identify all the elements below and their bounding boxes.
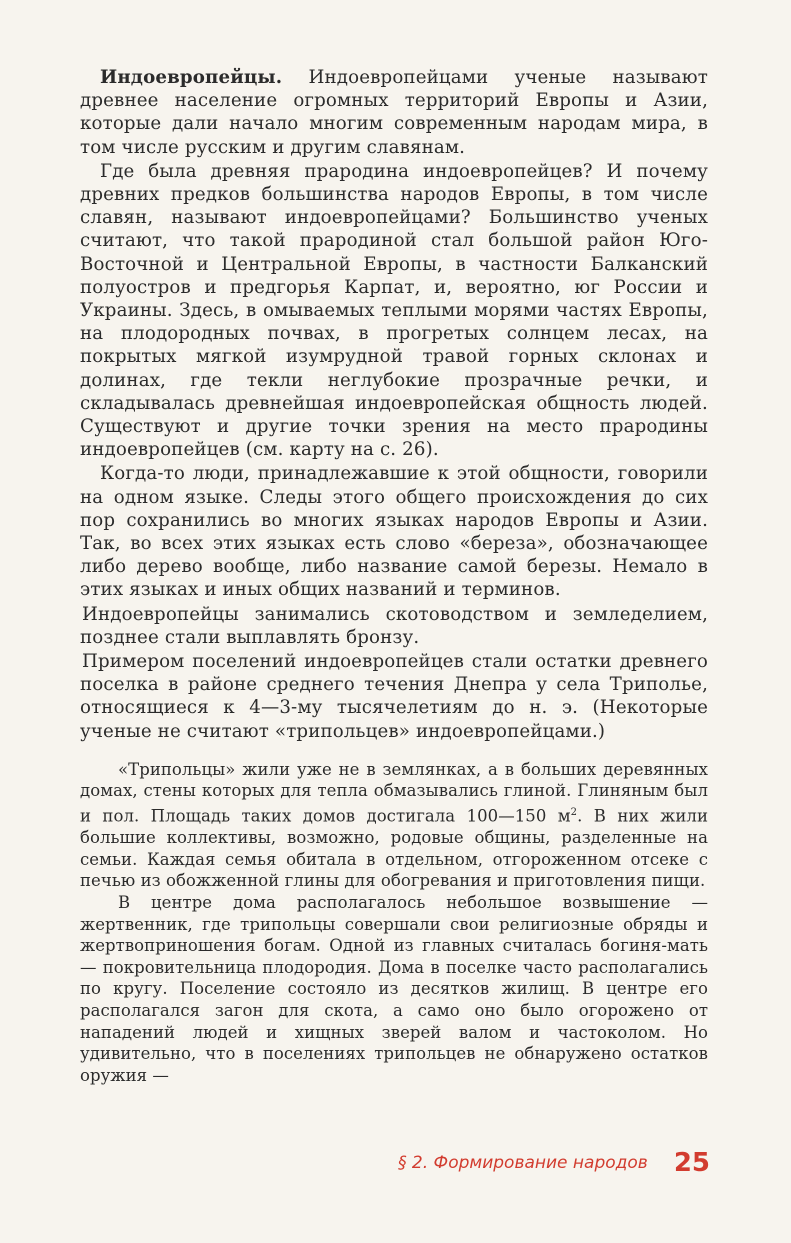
paragraph-homeland: Где была древняя прародина индоевропейцев? И почему древних предков большинства народов Европы, в том числе славян, называют индоевропейцами? Большинство ученых считают, что такой прародиной стал большой район Юго-Восточной и Центральной Европы, в частности Балканский полуостров и предгорья Карпат, и, вероятно, юг России и Украины. Здесь, в омываемых теплыми морями частях Европы, на плодородных почвах, в прогретых солнцем лесах, на покрытых мягкой изумрудной травой горных склонах и долинах, где текли неглубокие прозрачные речки, и складывалась древнейшая индоевропейская общность людей. Существуют и другие точки зрения на место прародины индоевропейцев (см. карту на с. 26). — [80, 160, 708, 461]
superscript: 2 — [570, 807, 578, 819]
page-footer — [380, 1148, 710, 1178]
section-heading: Индоевропейцы. — [100, 67, 283, 88]
page-number: 25 — [673, 1148, 710, 1178]
paragraph-economy: Индоевропейцы занимались скотоводством и земледелием, позднее стали выплавлять бронзу. — [80, 603, 708, 648]
aside-paragraph-altar: В центре дома располагалось небольшое возвышение — жертвенник, где трипольцы совершали свои религиозные обряды и жертвоприношения богам. Одной из главных считалась богиня-мать — покровительница плодородия. Дома в поселке часто располагались по кругу. Поселение состояло из десятков жилищ. В центре его располагался загон для скота, а само оно было огорожено от нападений людей и хищных зверей валом и частоколом. Но удивительно, что в поселениях трипольцев не обнаружено остатков оружия — — [80, 892, 708, 1085]
intro-text: Индоевропейцами ученые называют древнее население огромных территорий Европы и Азии, которые дали начало многим современным народам мира, в том числе русским и другим славянам. — [80, 67, 708, 158]
page-content — [80, 66, 708, 1086]
running-head: § 2. Формирование народов — [398, 1153, 648, 1173]
aside-text-a: «Трипольцы» жили уже не в землянках, а в больших деревянных домах, стены которых для тепла обмазывались глиной. Глиняным был и пол. Площадь таких домов достигала 100—150 м — [80, 759, 708, 826]
paragraph-intro — [80, 66, 708, 159]
paragraph-trypillia: Примером поселений индоевропейцев стали остатки древнего поселка в районе среднего течения Днепра у села Триполье, относящиеся к 4—3-му тысячелетиям до н. э. (Некоторые ученые не считают «трипольцев» индоевропейцами.) — [80, 651, 708, 742]
aside-block — [80, 759, 708, 1086]
aside-text-b: . В них жили большие коллективы, возможно, родовые общины, разделенные на семьи. Каждая семья обитала в отдельном, отгороженном отсеке с печью из обожженной глины для обогревания и приготовления пищи. — [80, 806, 708, 891]
paragraph-language: Когда-то люди, принадлежавшие к этой общности, говорили на одном языке. Следы этого общего происхождения до сих пор сохранились во многих языках народов Европы и Азии. Так, во всех этих языках есть слово «береза», обозначающее либо дерево вообще, либо название самой березы. Немало в этих языках и иных общих названий и терминов. — [80, 463, 708, 601]
aside-paragraph-houses — [80, 759, 708, 892]
